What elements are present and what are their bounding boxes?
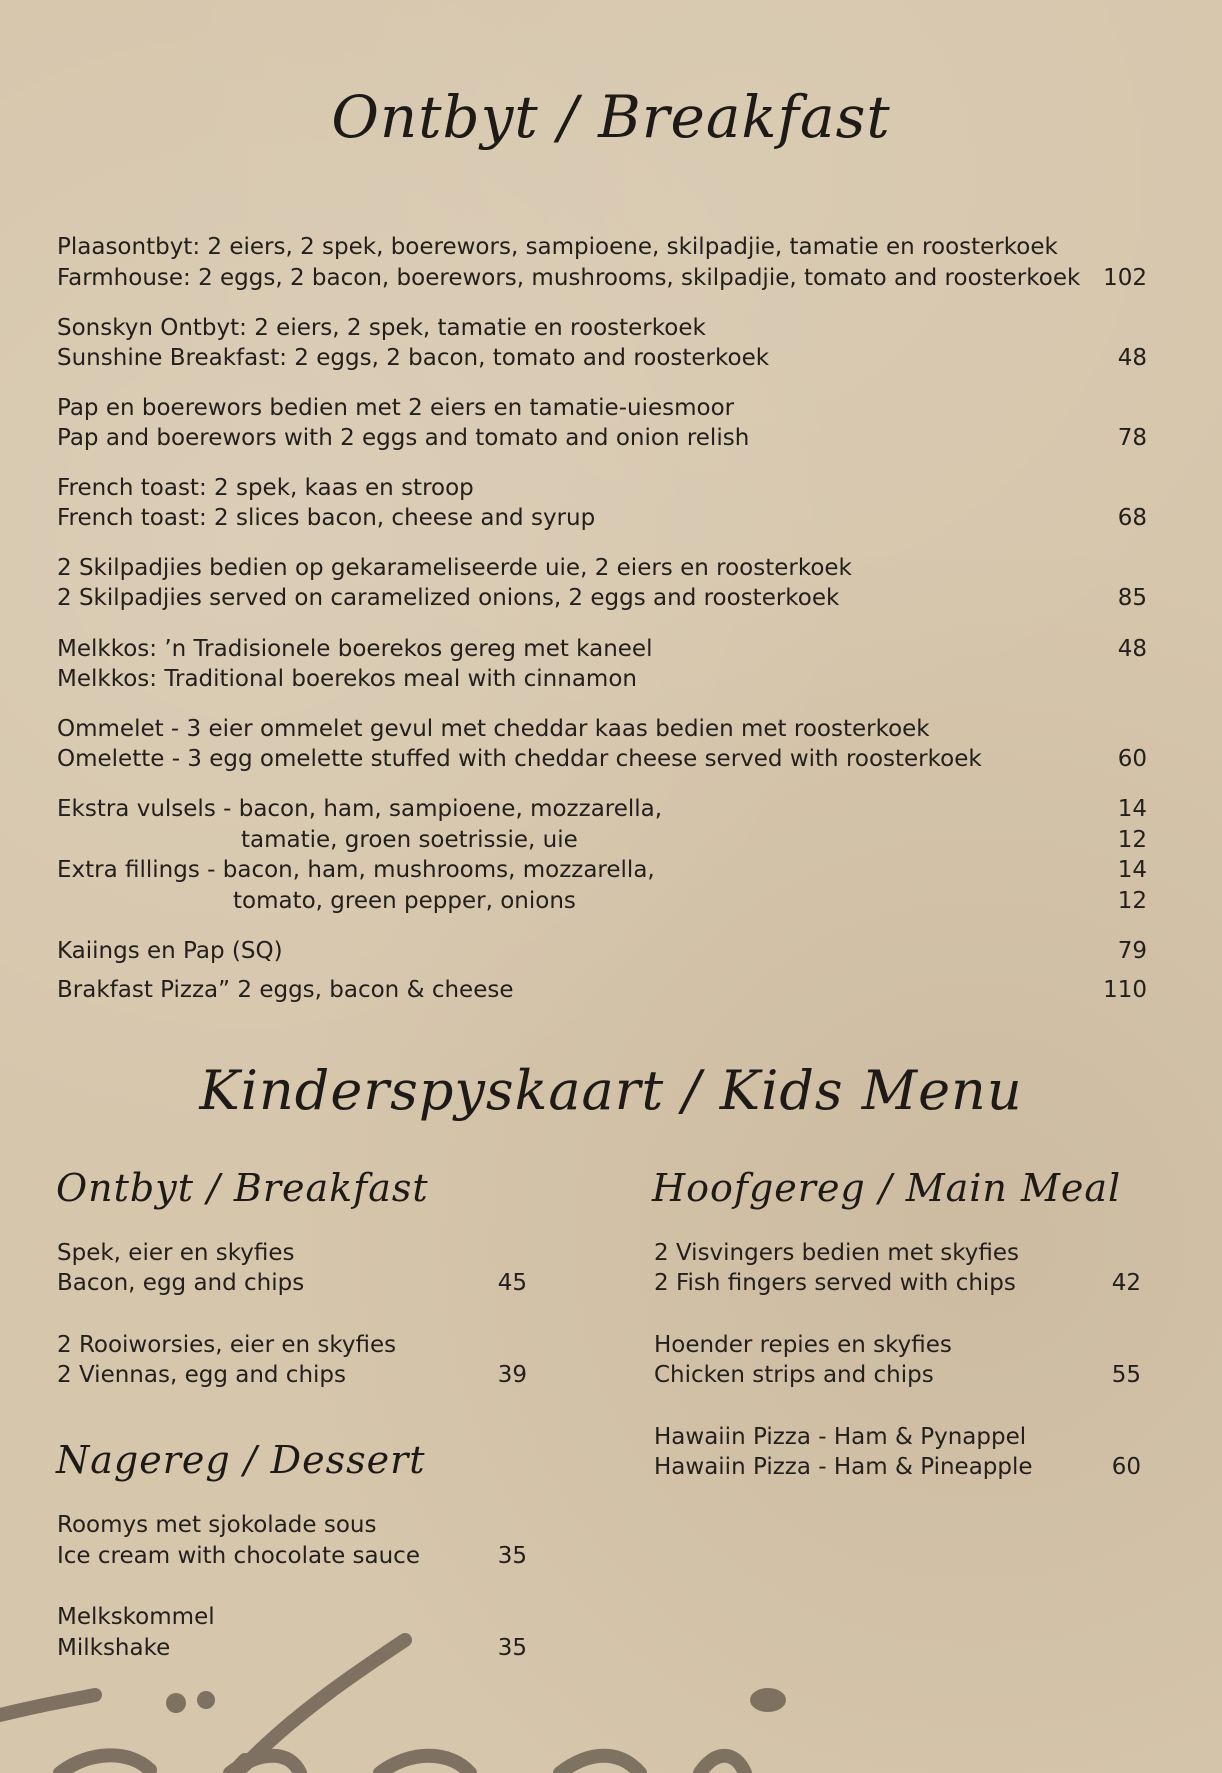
item-afrikaans: Hoender repies en skyfies (654, 1332, 952, 1358)
kids-menu-title: Kinderspyskaart / Kids Menu (199, 1059, 1023, 1122)
item-english: French toast: 2 slices bacon, cheese and syrup (57, 505, 596, 531)
item-price: 60 (1111, 1454, 1141, 1480)
item-english: 2 Fish fingers served with chips (654, 1270, 1016, 1296)
item-price: 45 (497, 1270, 527, 1296)
item-afrikaans: 2 Rooiworsies, eier en skyfies (57, 1332, 397, 1358)
kids-breakfast-heading: Ontbyt / Breakfast (56, 1166, 429, 1210)
item-afrikaans: Sonskyn Ontbyt: 2 eiers, 2 spek, tamatie en roosterkoek (57, 315, 706, 341)
item-price: 78 (1117, 425, 1147, 451)
item-english: Farmhouse: 2 eggs, 2 bacon, boerewors, mushrooms, skilpadjie, tomato and roosterkoek (57, 265, 1081, 291)
item-afrikaans: 2 Visvingers bedien met skyfies (654, 1240, 1020, 1266)
item-price: 48 (1117, 636, 1147, 662)
item-price: 39 (497, 1362, 527, 1388)
kids-main-meal-heading: Hoofgereg / Main Meal (652, 1166, 1122, 1210)
item-afrikaans: Melkkos: ’n Tradisionele boerekos gereg met kaneel (57, 636, 653, 662)
item-english: Bacon, egg and chips (57, 1270, 305, 1296)
item-english: Hawaiin Pizza - Ham & Pineapple (654, 1454, 1033, 1480)
item-english: Sunshine Breakfast: 2 eggs, 2 bacon, tomato and roosterkoek (57, 345, 770, 371)
item-afrikaans: 2 Skilpadjies bedien op gekarameliseerde uie, 2 eiers en roosterkoek (57, 555, 852, 581)
item-price: 55 (1111, 1362, 1141, 1388)
item-afrikaans: Roomys met sjokolade sous (57, 1512, 377, 1538)
item-price: 60 (1117, 746, 1147, 772)
extras-afrikaans: Ekstra vulsels - bacon, ham, sampioene, mozzarella, (57, 796, 663, 822)
extras-afrikaans-continued: tamatie, groen soetrissie, uie (241, 827, 578, 853)
item-english: Omelette - 3 egg omelette stuffed with cheddar cheese served with roosterkoek (57, 746, 982, 772)
item-english: 2 Viennas, egg and chips (57, 1362, 347, 1388)
item-afrikaans: Ommelet - 3 eier ommelet gevul met cheddar kaas bedien met roosterkoek (57, 716, 930, 742)
extras-english: Extra fillings - bacon, ham, mushrooms, mozzarella, (57, 857, 655, 883)
extras-english-continued: tomato, green pepper, onions (233, 888, 576, 914)
item-afrikaans: Plaasontbyt: 2 eiers, 2 spek, boerewors, sampioene, skilpadjie, tamatie en roosterkoek (57, 234, 1058, 260)
item-english: Ice cream with chocolate sauce (57, 1543, 420, 1569)
item-english: Melkkos: Traditional boerekos meal with cinnamon (57, 666, 637, 692)
item-afrikaans: Pap en boerewors bedien met 2 eiers en tamatie-uiesmoor (57, 395, 735, 421)
item-price: 14 (1117, 796, 1147, 822)
item-price: 12 (1117, 827, 1147, 853)
item-price: 35 (497, 1635, 527, 1661)
page-title: Ontbyt / Breakfast (331, 83, 891, 151)
item-name: Brakfast Pizza” 2 eggs, bacon & cheese (57, 977, 514, 1003)
item-afrikaans: Spek, eier en skyfies (57, 1240, 295, 1266)
item-price: 48 (1117, 345, 1147, 371)
item-afrikaans: Hawaiin Pizza - Ham & Pynappel (654, 1424, 1027, 1450)
item-price: 68 (1117, 505, 1147, 531)
item-english: 2 Skilpadjies served on caramelized onions, 2 eggs and roosterkoek (57, 585, 840, 611)
item-price: 85 (1117, 585, 1147, 611)
item-english: Pap and boerewors with 2 eggs and tomato and onion relish (57, 425, 750, 451)
item-english: Chicken strips and chips (654, 1362, 934, 1388)
item-price: 42 (1111, 1270, 1141, 1296)
item-price: 35 (497, 1543, 527, 1569)
kids-dessert-heading: Nagereg / Dessert (56, 1438, 426, 1482)
item-price: 12 (1117, 888, 1147, 914)
item-price: 79 (1117, 938, 1147, 964)
item-name: Kaiings en Pap (SQ) (57, 938, 283, 964)
item-afrikaans: Melkskommel (57, 1604, 215, 1630)
item-english: Milkshake (57, 1635, 171, 1661)
item-price: 102 (1103, 265, 1147, 291)
item-price: 110 (1103, 977, 1147, 1003)
item-price: 14 (1117, 857, 1147, 883)
item-afrikaans: French toast: 2 spek, kaas en stroop (57, 475, 474, 501)
